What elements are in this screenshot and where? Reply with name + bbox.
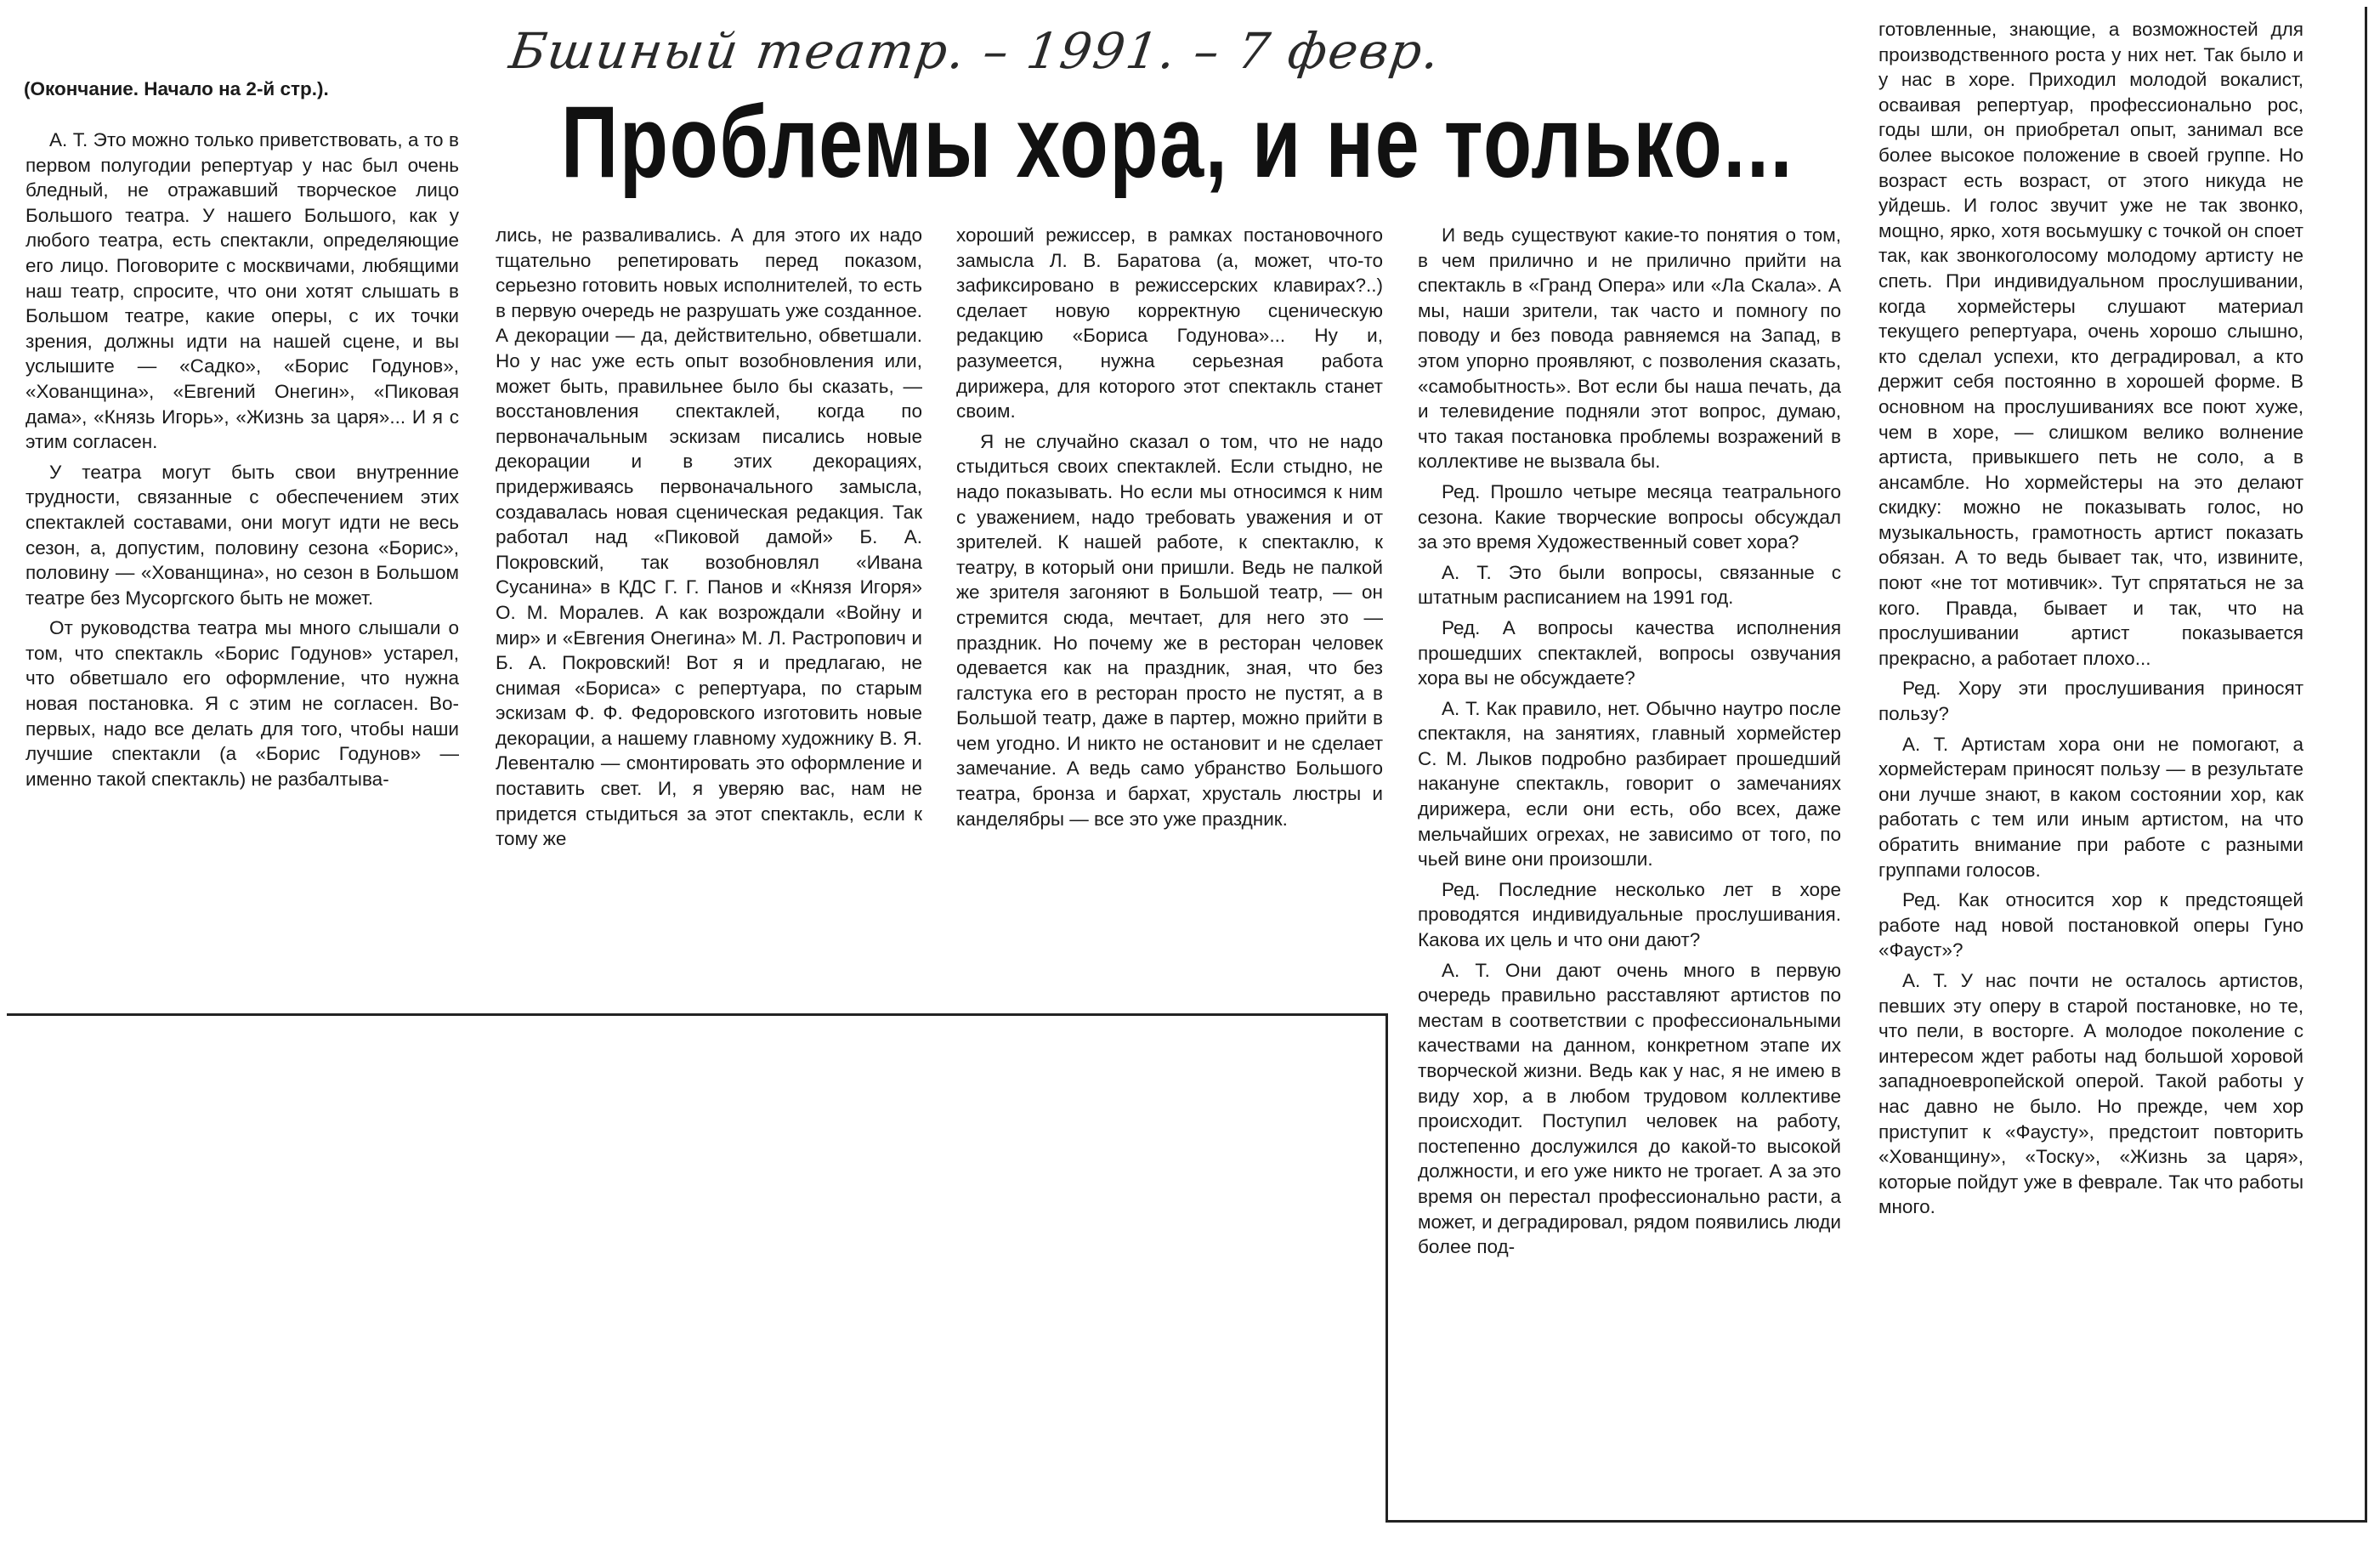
paragraph: хороший режиссер, в рамках постановочного замысла Л. В. Баратова (а, может, что-то зафиксировано в режиссерских клавирах?..) сделает новую корректную сценическую редакцию «Бориса Годунова»... Ну и, разумеется, нужна серьезная работа дирижера, для которого этот спектакль станет своим. (956, 224, 1383, 423)
continuation-note: (Окончание. Начало на 2-й стр.). (24, 78, 329, 99)
paragraph: Ред. Как относится хор к предстоящей работе над новой постановкой оперы Гуно «Фауст»? (1878, 889, 2304, 961)
paragraph: А. Т. Как правило, нет. Обычно наутро после спектакля, на занятиях, главный хормейстер С. М. Лыков подробно разбирает прошедший накануне спектакль, говорит о замечаниях дирижера, если они есть, обо всех, даже мельчайших огрехах, не зависимо от того, по чьей вине они произошли. (1418, 697, 1841, 871)
paragraph: От руководства театра мы много слышали о том, что спектакль «Борис Годунов» устарел, что обветшало его оформление, что нужна новая постановка. Я с этим не согласен. Во-первых, надо все делать для того, чтобы наши лучшие спектакли (а «Борис Годунов» — именно такой спектакль) не разбалтыва- (26, 617, 459, 790)
paragraph: Ред. А вопросы качества исполнения прошедших спектаклей, вопросы озвучания хора вы не обсуждаете? (1418, 616, 1841, 689)
paragraph: И ведь существуют какие-то понятия о том, в чем прилично и не прилично прийти на спектакль в «Гранд Опера» или «Ла Скала». А мы, наши зрители, так часто и помногу по поводу и без повода равняемся на Запад, в этом упорно проявляют, с позволения сказать, «самобытность». Вот если бы наша печать, да и телевидение подняли этот вопрос, думаю, что такая постановка проблемы возражений в коллективе не вызвала бы. (1418, 224, 1841, 473)
paragraph: А. Т. У нас почти не осталось артистов, певших эту оперу в старой постановке, но те, что пели, в восторге. А молодое поколение с интересом ждет работы над большой хоровой западноевропейской оперой. Такой работы у нас давно не было. Но прежде, чем хор приступит к «Фаусту», предстоит повторить «Хованщину», «Тоску», «Жизнь за царя», которые пойдут уже в феврале. Так что работы много. (1878, 969, 2304, 1218)
clipping-border-top (7, 1013, 1388, 1016)
paragraph: А. Т. Это можно только приветствовать, а то в первом полугодии репертуар у нас был очень бледный, не отражавший творческое лицо Большого театра. У нашего Большого, как у любого театра, есть спектакли, определяющие его лицо. Поговорите с москвичами, любящими наш театр, спросите, что они хотят слышать в Большом театре, какие оперы, с их точки зрения, должны идти на нашей сцене, и вы услышите — «Садко», «Борис Годунов», «Хованщина», «Евгений Онегин», «Пиковая дама», «Князь Игорь», «Жизнь за царя»... И я с этим согласен. (26, 129, 459, 453)
paragraph: готовленные, знающие, а возможностей для производственного роста у них нет. Так было и у нас в хоре. Приходил молодой вокалист, осваивая репертуар, профессионально рос, годы шли, он приобретал опыт, занимал все более высокое положение в своей группе. Но возраст есть возраст, от этого никуда не уйдешь. И голос звучит уже не так звонко, мощно, ярко, хотя восьмушку с точкой он споет так, как звонкоголосому молодому артисту не спеть. При индивидуальном прослушивании, когда хормейстеры слушают материал текущего репертуара, очень хорошо слышно, кто сделал успехи, кто деградировал, а кто держит себя постоянно в хорошей форме. В основном на прослушиваниях все поют хуже, чем в хоре, — слишком велико волнение артиста, привыкшего петь не соло, а в ансамбле. Но хормейстеры на это делают скидку: можно не показывать голос, но музыкальность, грамотность артист показать обязан. А то ведь бывает так, что, извините, поют «не тот мотивчик». Тут спрятаться не за кого. Правда, бывает и так, что на прослушивании артист показывается прекрасно, а работает плохо... (1878, 19, 2304, 669)
article-column-4 (1418, 223, 1841, 1265)
paragraph: А. Т. Они дают очень много в первую очередь правильно расставляют артистов по местам в соответствии с профессиональными качествами на данном, конкретном этапе их творческой жизни. Ведь как у нас, я не имею в виду хор, а в любом трудовом коллективе происходит. Поступил человек на работу, постепенно дослужился до какой-то высокой должности, и его уже никто не трогает. А за это время он перестал профессионально расти, а может, и деградировал, рядом появились люди более под- (1418, 959, 1841, 1258)
paragraph: А. Т. Артистам хора они не помогают, а хормейстерам приносят пользу — в результате они лучше знают, в каком состоянии хор, как работать с тем или иным артистом, на что обратить внимание при работе с разными группами голосов. (1878, 733, 2304, 881)
article-column-1 (26, 128, 459, 797)
article-column-2 (496, 223, 922, 857)
clipping-border-bottom (1386, 1520, 2367, 1523)
paragraph: У театра могут быть свои внутренние трудности, связанные с обеспечением этих спектаклей составами, они могут идти не весь сезон, а, допустим, половину сезона «Борис», половину — «Хованщина», но сезон в Большом театре без Мусоргского быть не может. (26, 461, 459, 609)
handwritten-note: Бшиный театр. – 1991. – 7 февр. (506, 22, 1445, 80)
paragraph: А. Т. Это были вопросы, связанные с штатным расписанием на 1991 год. (1418, 561, 1841, 609)
article-column-5 (1878, 17, 2304, 1225)
article-column-3 (956, 223, 1383, 837)
paragraph: лись, не разваливались. А для этого их надо тщательно репетировать перед показом, серьезно готовить новых исполнителей, то есть в первую очередь не разрушать уже созданное. А декорации — да, действительно, обветшали. Но у нас уже есть опыт возобновления или, может быть, правильнее было бы сказать, — восстановления спектаклей, когда по первоначальным эскизам писались новые декорации и в этих декорациях, придерживаясь первоначального замысла, создавалась новая сценическая редакция. Так работал над «Пиковой дамой» Б. А. Покровский, так возобновлял «Ивана Сусанина» в КДС Г. Г. Панов и «Князя Игоря» О. М. Моралев. А как возрождали «Войну и мир» и «Евгения Онегина» М. Л. Растропович и Б. А. Покровский! Вот я и предлагаю, не снимая «Бориса» с репертуара, по старым эскизам Ф. Ф. Федоровского изготовить новые декорации, а нашему главному художнику В. Я. Левенталю — смонтировать это оформление и поставить свет. И, я уверяю вас, нам не придется стыдиться за этот спектакль, если к тому же (496, 224, 922, 850)
paragraph: Ред. Хору эти прослушивания приносят пользу? (1878, 678, 2304, 725)
clipping-border-right (2365, 7, 2367, 1523)
article-title: Проблемы хора, и не только... (561, 85, 1794, 199)
paragraph: Я не случайно сказал о том, что не надо стыдиться своих спектаклей. Если стыдно, не надо показывать. Но если мы относимся к ним с уважением, надо требовать уважения и от зрителей. К нашей работе, к спектаклю, к театру, в который они пришли. Ведь не палкой же зрителя загоняют в Большой театр, — он стремится сюда, мечтает, для него это — праздник. Но почему же в ресторан человек одевается как на праздник, зная, что без галстука его в ресторан просто не пустят, а в Большой театр, даже в партер, можно прийти в чем угодно. И никто не остановит и не сделает замечание. А ведь само убранство Большого театра, бронза и бархат, хрусталь люстры и канделябры — все это уже праздник. (956, 430, 1383, 830)
paragraph: Ред. Прошло четыре месяца театрального сезона. Какие творческие вопросы обсуждал за это время Художественный совет хора? (1418, 480, 1841, 553)
paragraph: Ред. Последние несколько лет в хоре проводятся индивидуальные прослушивания. Какова их цель и что они дают? (1418, 878, 1841, 951)
clipping-border-step (1386, 1013, 1388, 1522)
